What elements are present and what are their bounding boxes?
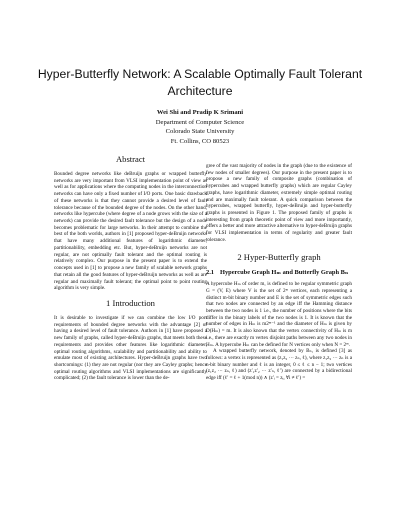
right-column	[206, 163, 352, 382]
author-names: Wei Shi and Pradip K Srimani	[156, 109, 244, 116]
affiliation-department: Department of Computer Science	[155, 118, 245, 126]
introduction-text: It is desirable to investigate if we can combine the low I/O port requirements of bounded degree networks with the advantage [2] of having a desired level of fault tolerance. Authors in [1] have proposed a new family of graphs, called hyper-deBruijn graphs, that meets both these requirements and provides other features like logarithmic diameter, optimal routing algorithms, scalability and partitionability and ability to emulate most of existing architectures. Hyper-deBruijn graphs have two shortcomings: (1) they are not regular (nor they are Cayley graphs; hence optimal routing algorithms and VLSI implementations are significantly complicated; (2) the fault tolerance is lower than the de-	[54, 314, 207, 382]
hypercube-definition-text: A hypercube Hₘ of order m, is defined to be regular symmetric graph G = (V, E) where V is the set of 2ᵐ vertices, each representing a distinct m-bit binary number and E is the set of symmetric edges such that two nodes are connected by an edge iff the Hamming distance between the two nodes is 1 i.e., the number of positions where the bits differ in the binary labels of the two nodes is 1. It is known that the number of edges in Hₘ is m2ᵐ⁻¹ and the diameter of Hₘ is given by D(Hₘ) = m. It is also known that the vertex connectivity of Hₘ is m i.e., there are exactly m vertex disjoint paths between any two nodes in Hₘ. A hypercube Hₘ can be defined for N vertices only when N = 2ᵐ.	[206, 281, 352, 348]
paper-title: Hyper-Butterfly Network: A Scalable Optimally Fault Tolerant Architecture	[37, 67, 363, 98]
subsection-title: Hypercube Graph Hₘ and Butterfly Graph Bₙ	[220, 268, 349, 276]
abstract-heading: Abstract	[115, 154, 146, 164]
butterfly-definition-text: A wrapped butterfly network, denoted by Bₙ, is defined [3] as follows: a vertex is represented as (z₁z₂ ··· zₙ, ℓ), where z₁z₂ ··· zₙ is a n-bit binary number and ℓ is an integer, 0 ≤ ℓ ≤ n − 1; two vertices (z₁z₂ ··· zₙ, ℓ) and (z′₁z′₂ ··· z′ₙ, ℓ′) are connected by a bidirectional edge iff (ℓ′ = ℓ + 1(mod n)) ∧ (z′ᵢ = zᵢ, ∀i ≠ ℓ′) =	[206, 348, 352, 382]
subsection-number: 2.1	[206, 268, 214, 276]
subsection-2-1-heading	[206, 269, 352, 278]
affiliation-university: Colorado State University	[165, 128, 235, 136]
introduction-heading: 1 Introduction	[106, 297, 155, 308]
author-block	[50, 108, 350, 146]
abstract-text: Bounded degree networks like deBruijn graphs or wrapped butterfly networks are very important from VLSI implementation point of view as well as for applications where the computing nodes in the interconnection networks can have only a fixed number of I/O ports. One basic drawback of these networks is that they cannot provide a desired level of fault tolerance because of the bounded degree of the nodes. On the other hand, networks like hypercube (where degree of a node grows with the size of a network) can provide the desired fault tolerance but the design of a node becomes problematic for large networks. In their attempt to combine the best of the both worlds, authors in [1] proposed hyper-deBruijn networks that have many additional features of logarithmic diameter, partitionability, embedding etc. But, hyper-deBruijn networks are not regular, are not optimally fault tolerant and the optimal routing is relatively complex. Our purpose in the present paper is to extend the concepts used in [1] to propose a new family of scalable network graphs that retain all the good features of hyper-deBruijn networks as well as are regular and maximally fault tolerant; the optimal point to point routing algorithm is very simple.	[54, 171, 207, 292]
affiliation-location: Ft. Collins, CO 80523	[170, 137, 230, 145]
introduction-continued-text: gree of the vast majority of nodes in the graph (due to the existence of few nodes of smaller degrees). Our purpose in the present paper is to propose a new family of composite graphs (combination of hypercubes and wrapped butterfly graphs) which are regular Cayley graphs, have logarithmic diameter, extremely simple optimal routing and are maximally fault tolerant. A quick comparison between the hypercubes, wrapped butterfly, hyper-deBruijn and hyper-butterfly graphs is presented in Figure 1. The proposed family of graphs is interesting from graph theoretic point of view and more importantly, offers a better and more attractive alternative to hyper-deBruijn graphs for VLSI implementation in terms of regularity and greater fault tolerance.	[206, 163, 352, 243]
section-2-heading: 2 Hyper-Butterfly graph	[237, 251, 321, 262]
left-column	[54, 154, 207, 382]
